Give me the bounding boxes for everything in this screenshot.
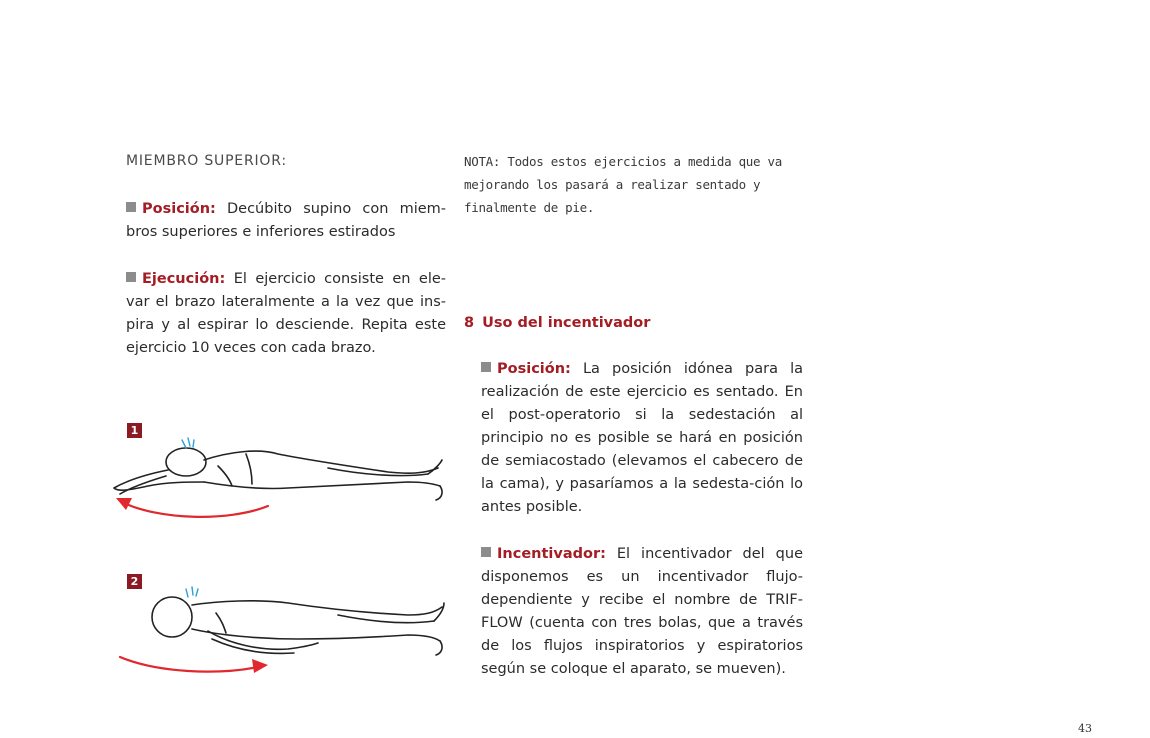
incentivador-label: Incentivador: [497,546,606,562]
figure-2-arm-lowered-illustration [108,583,448,683]
position-label: Posición: [142,201,216,217]
incentivador-text: El incentivador del que disponemos es un incentivador flujo-dependiente y recibe el nombre de TRIF-FLOW (cuenta con tres bolas, que a través de los flujos inspiratorios y espiratorios según se coloque el aparato, se mueven). [481,546,803,677]
execution-paragraph [126,268,446,360]
nota-text: NOTA: Todos estos ejercicios a medida que va mejorando los pasará a realizar sentado y finalmente de pie. [464,154,782,215]
section-number: 8 [464,315,475,331]
left-column [126,150,446,384]
page-number: 43 [1078,722,1092,735]
execution-text: El ejercicio consiste en ele-var el brazo lateralmente a la vez que ins-pira y al espirar lo desciende. Repita este ejercicio 10 veces con cada brazo. [126,271,446,356]
position-text: Decúbito supino con miem-bros superiores e inferiores estirados [126,201,446,240]
incentivador-position-text: La posición idónea para la realización de este ejercicio es sentado. En el post-operatorio si la sedestación al principio no es posible se hará en posición de semiacostado (elevamos el cabecero de la cama), y pasaríamos a la sedesta-ción lo antes posible. [481,361,803,515]
section-title-uso-incentivador: Uso del incentivador [482,315,651,331]
incentivador-position-label: Posición: [497,361,571,377]
bullet-square-icon [126,202,136,212]
figure-1-badge: 1 [127,423,142,438]
figure-1-arm-raised-illustration [108,430,448,530]
bullet-square-icon [126,272,136,282]
position-paragraph [126,198,446,244]
execution-label: Ejecución: [142,271,226,287]
section-title-miembro-superior: MIEMBRO SUPERIOR: [126,153,287,169]
bullet-square-icon [481,362,491,372]
bullet-square-icon [481,547,491,557]
incentivador-position-paragraph [481,358,803,519]
right-column [464,150,804,219]
incentivador-paragraph [481,543,803,681]
section-8-body [481,358,803,705]
figure-2-badge: 2 [127,574,142,589]
section-8-heading [464,312,650,334]
